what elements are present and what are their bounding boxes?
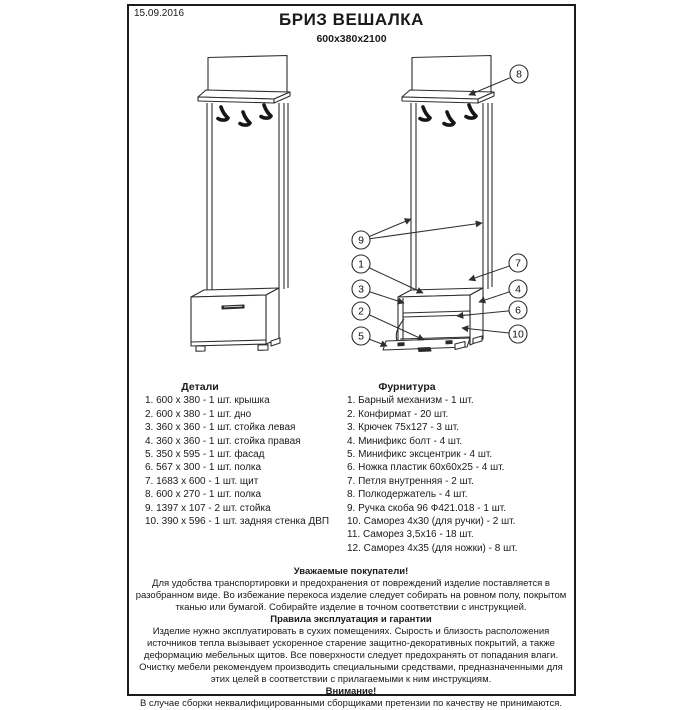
callout-5 <box>352 327 370 345</box>
document-date: 15.09.2016 <box>134 8 185 19</box>
svg-text:4: 4 <box>515 283 521 296</box>
hardware-list-item: 12. Саморез 4х35 (для ножки) - 8 шт. <box>347 542 518 554</box>
notes-rules-text: Изделие нужно эксплуатировать в сухих помещениях. Сырость и близость расположения источников тепла вызывает ускоренное старение защитно-декоративных покрытий, а также деформацию мебельных щитов. Все поверхности следует предохранять от попадания влаги. Очистку мебели рекомендуем производить специальными средствами, предназначенными для этих целей в соответствии с прилагаемыми к ним инструкциям. <box>139 626 563 685</box>
hardware-list-item: 2. Конфирмат - 20 шт. <box>347 408 449 420</box>
hardware-list-item: 10. Саморез 4х30 (для ручки) - 2 шт. <box>347 516 516 528</box>
hat-shelf <box>402 90 494 103</box>
svg-text:1: 1 <box>358 258 364 271</box>
hardware-list-item: 1. Барный механизм - 1 шт. <box>347 395 474 407</box>
notes-rules-title: Правила эксплуатация и гарантии <box>270 614 432 625</box>
annotated-unit-drawing <box>383 56 494 352</box>
parts-list-item: 3. 360 х 360 - 1 шт. стойка левая <box>145 422 296 434</box>
svg-text:7: 7 <box>515 257 521 270</box>
door-hinge <box>398 343 404 346</box>
parts-list-item: 2. 600 х 380 - 1 шт. дно <box>145 408 252 420</box>
notes-warning-title: Внимание! <box>325 686 377 697</box>
svg-text:2: 2 <box>358 305 364 318</box>
callout-2 <box>352 302 370 320</box>
assembled-unit-drawing <box>191 56 290 352</box>
side-posts <box>411 103 492 292</box>
hardware-list-item: 9. Ручка скоба 96 Ф421.018 - 1 шт. <box>347 502 506 514</box>
parts-list <box>145 381 329 528</box>
notes-greeting-title: Уважаемые покупатели! <box>293 566 409 577</box>
notes-warning-text: В случае сборки неквалифицированными сборщиками претензии по качеству не принимаются. <box>139 698 563 709</box>
callout-6 <box>509 301 527 319</box>
svg-text:5: 5 <box>358 330 364 343</box>
callout-3 <box>352 280 370 298</box>
svg-text:6: 6 <box>515 304 521 317</box>
lower-cabinet-open <box>383 288 483 352</box>
parts-list-item: 4. 360 х 360 - 1 шт. стойка правая <box>145 435 301 447</box>
customer-notes <box>131 566 571 710</box>
door-handle <box>418 348 431 352</box>
svg-text:9: 9 <box>358 234 364 247</box>
hardware-list-item: 11. Саморез 3,5х16 - 18 шт. <box>347 529 474 541</box>
coat-hooks <box>218 105 271 125</box>
parts-list-item: 8. 600 х 270 - 1 шт. полка <box>145 489 262 501</box>
hardware-list-item: 4. Минификс болт - 4 шт. <box>347 435 463 447</box>
callout-7 <box>509 254 527 272</box>
parts-list-item: 7. 1683 х 600 - 1 шт. щит <box>145 475 259 487</box>
side-posts <box>207 103 288 290</box>
parts-list-item: 1. 600 х 380 - 1 шт. крышка <box>145 395 270 407</box>
callout-1 <box>352 255 370 273</box>
page-title: БРИЗ ВЕШАЛКА <box>279 10 424 29</box>
lower-cabinet-closed <box>191 288 280 351</box>
door-hinge <box>446 341 452 344</box>
callout-4 <box>509 280 527 298</box>
callout-9 <box>352 231 370 249</box>
callout-10 <box>509 325 527 343</box>
parts-list-item: 5. 350 х 595 - 1 шт. фасад <box>145 449 265 461</box>
product-dimensions: 600х380х2100 <box>316 33 387 45</box>
notes-greeting-text: Для удобства транспортировки и предохранения от повреждений изделие поставляется в разобранном виде. Во избежание перекоса изделие следует собирать на ровном полу, покрытом тканью или бумагой. Собирайте изделие в точном соответствии с инструкцией. <box>135 578 567 613</box>
top-back-panel <box>208 56 287 96</box>
coat-hooks <box>420 105 476 125</box>
svg-text:3: 3 <box>358 283 364 296</box>
hardware-list-item: 3. Крючек 75х127 - 3 шт. <box>347 422 460 434</box>
hat-shelf <box>198 90 290 103</box>
parts-list-item: 10. 390 х 596 - 1 шт. задняя стенка ДВП <box>145 516 330 528</box>
svg-text:10: 10 <box>512 328 524 341</box>
parts-list-item: 9. 1397 х 107 - 2 шт. стойка <box>145 502 271 514</box>
callout-8 <box>510 65 528 83</box>
hardware-list-heading: Фурнитура <box>378 381 436 393</box>
hardware-list-item: 7. Петля внутренняя - 2 шт. <box>347 475 474 487</box>
hardware-list-item: 6. Ножка пластик 60х60х25 - 4 шт. <box>347 462 505 474</box>
svg-text:8: 8 <box>516 68 522 81</box>
parts-list-item: 6. 567 х 300 - 1 шт. полка <box>145 462 262 474</box>
hardware-list <box>347 381 517 555</box>
hardware-list-item: 8. Полкодержатель - 4 шт. <box>347 489 468 501</box>
hardware-list-item: 5. Минификс эксцентрик - 4 шт. <box>347 449 493 461</box>
top-back-panel <box>412 56 491 96</box>
parts-list-heading: Детали <box>181 381 219 393</box>
